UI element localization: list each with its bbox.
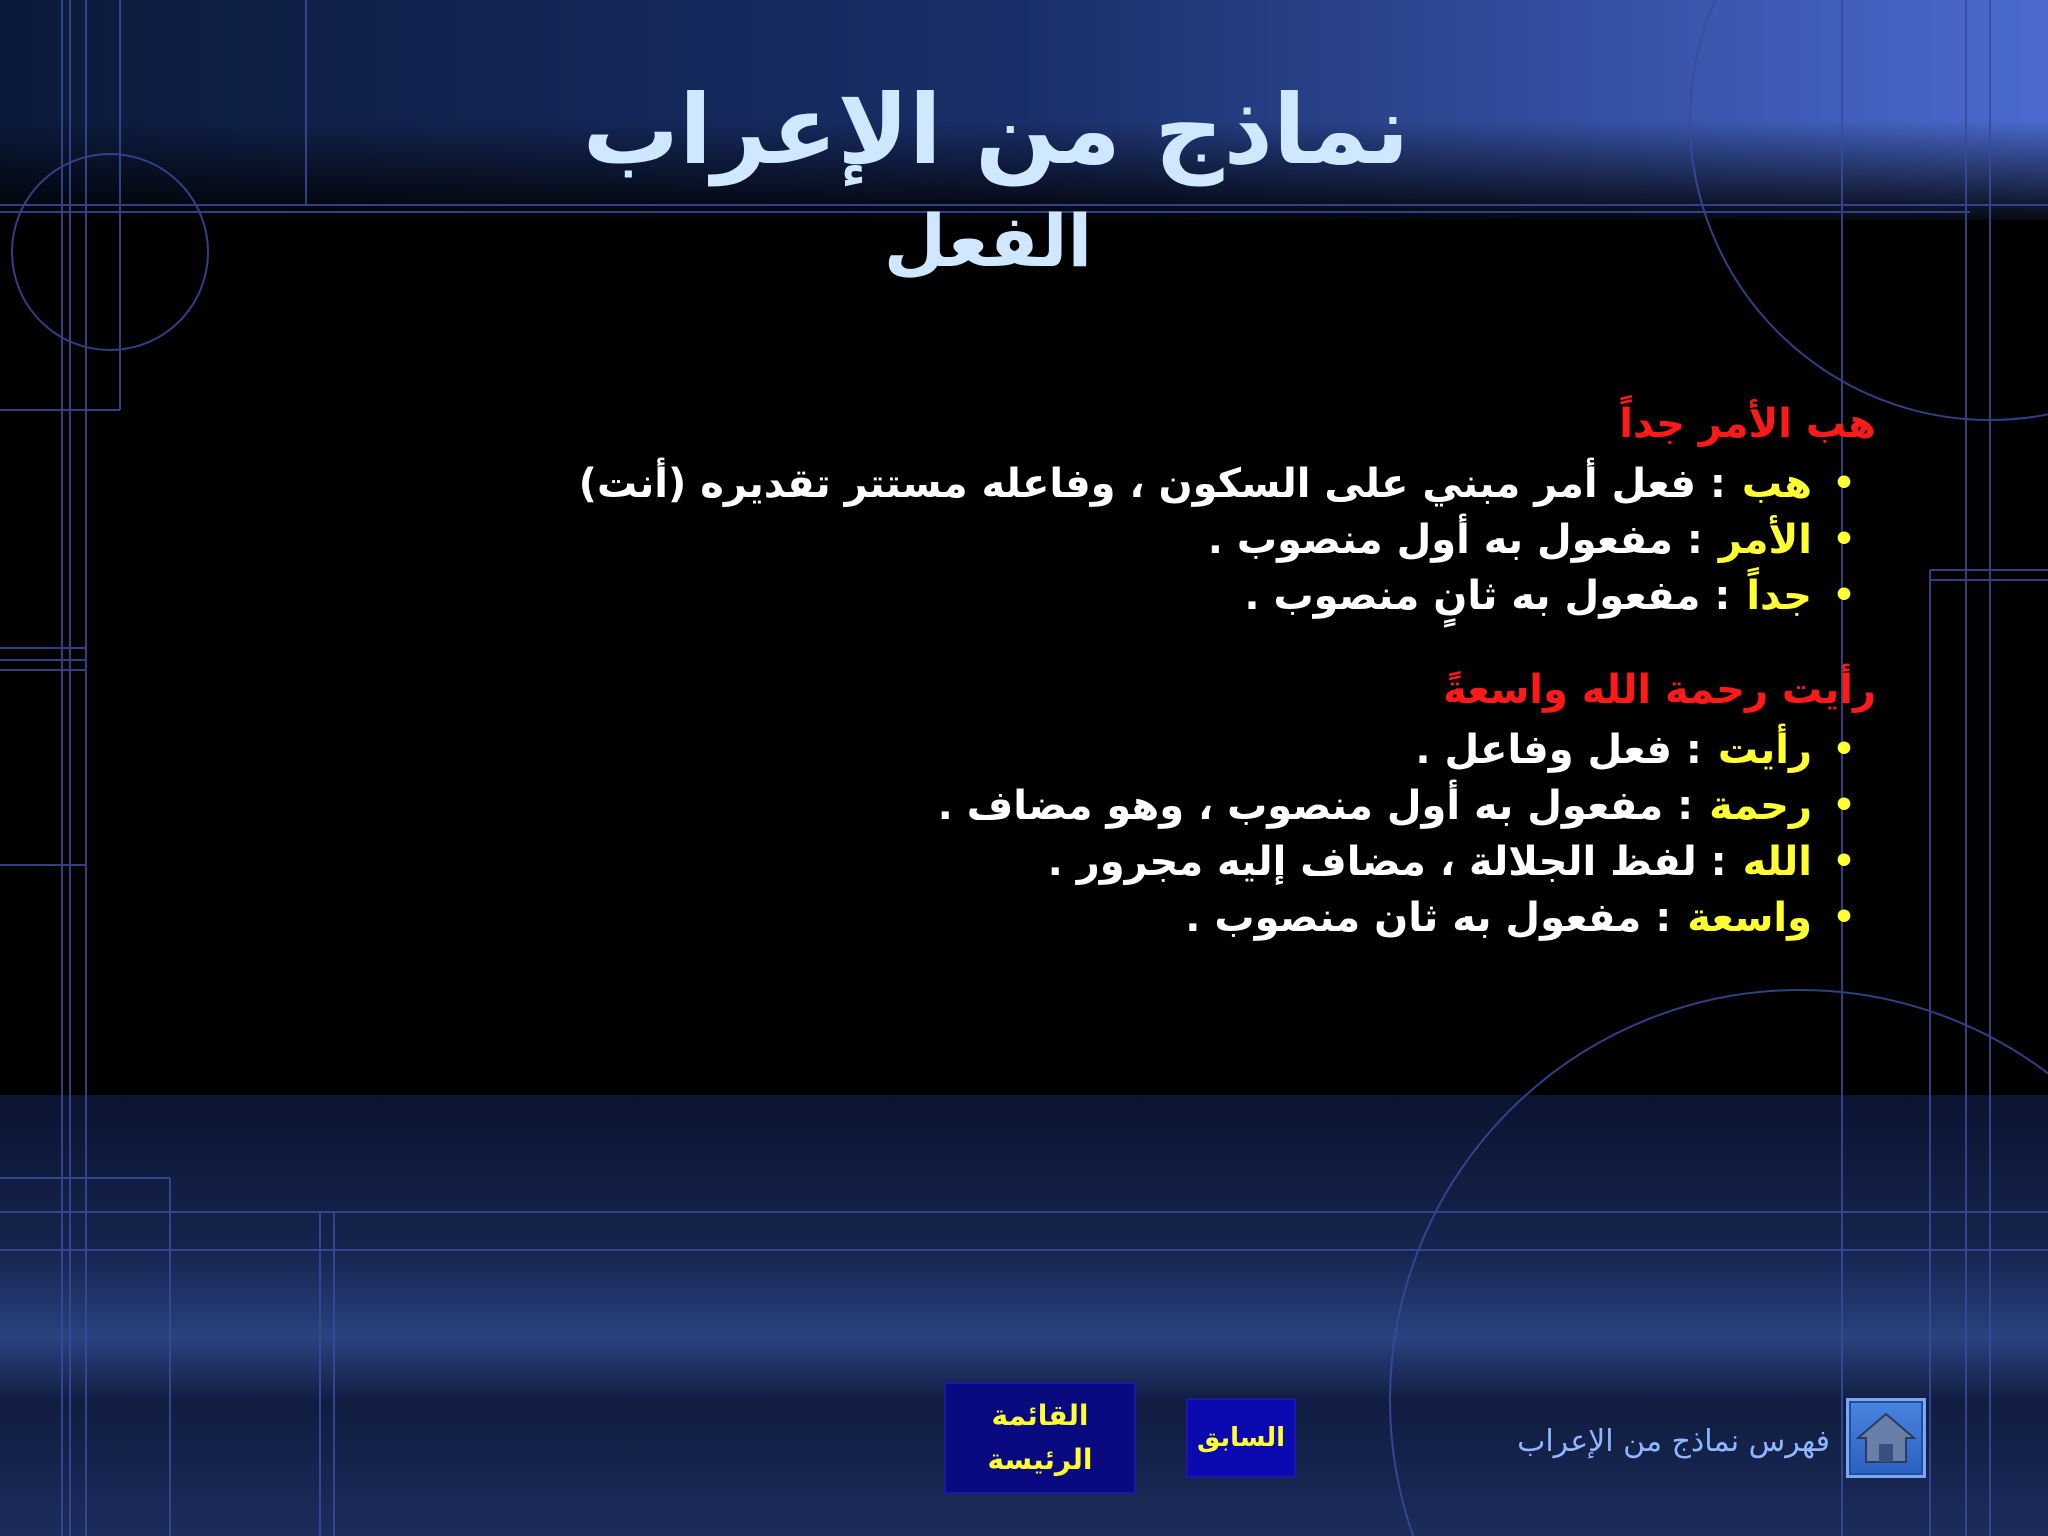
list-item: [296, 456, 1876, 512]
home-icon: [1846, 1398, 1926, 1478]
list-item-term: الله: [1742, 839, 1812, 885]
index-link[interactable]: فهرس نماذج من الإعراب: [1517, 1424, 1830, 1459]
list-item-term: هب: [1741, 461, 1812, 507]
list-item-term: جداً: [1746, 573, 1812, 619]
home-button[interactable]: [1846, 1398, 1926, 1478]
example-heading-2: رأيت رحمة الله واسعةً: [1443, 667, 1876, 713]
list-item-term: رأيت: [1717, 727, 1812, 773]
page-title: نماذج من الإعراب: [582, 74, 1410, 186]
list-item-term: واسعة: [1687, 895, 1812, 941]
spacer: [296, 624, 1876, 658]
list-item: [296, 512, 1876, 568]
previous-button[interactable]: السابق: [1186, 1398, 1296, 1478]
main-menu-button[interactable]: القائمة الرئيسة: [944, 1382, 1136, 1494]
example-heading-1: هب الأمر جداً: [1619, 401, 1876, 447]
list-item: [296, 778, 1876, 834]
list-item: [296, 568, 1876, 624]
bullet-icon: •: [1832, 841, 1856, 882]
list-item: [296, 834, 1876, 890]
bullet-icon: •: [1832, 729, 1856, 770]
list-item-desc: : مفعول به ثان منصوب .: [1185, 895, 1672, 941]
slide-content: [296, 392, 1876, 946]
list-item-desc: : مفعول به أول منصوب .: [1207, 517, 1703, 563]
bullet-icon: •: [1832, 575, 1856, 616]
list-item: [296, 722, 1876, 778]
list-item-desc: : فعل وفاعل .: [1415, 727, 1702, 773]
list-item-desc: : لفظ الجلالة ، مضاف إليه مجرور .: [1047, 839, 1727, 885]
list-item-desc: : فعل أمر مبني على السكون ، وفاعله مستتر تقديره (أنت): [578, 461, 1726, 507]
list-item-desc: : مفعول به أول منصوب ، وهو مضاف .: [937, 783, 1694, 829]
bullet-icon: •: [1832, 519, 1856, 560]
list-item: [296, 890, 1876, 946]
bullet-icon: •: [1832, 463, 1856, 504]
bullet-icon: •: [1832, 785, 1856, 826]
page-subtitle: الفعل: [883, 199, 1093, 283]
bullet-icon: •: [1832, 897, 1856, 938]
list-item-desc: : مفعول به ثانٍ منصوب .: [1244, 573, 1731, 619]
list-item-term: الأمر: [1718, 517, 1812, 563]
list-item-term: رحمة: [1709, 783, 1812, 829]
